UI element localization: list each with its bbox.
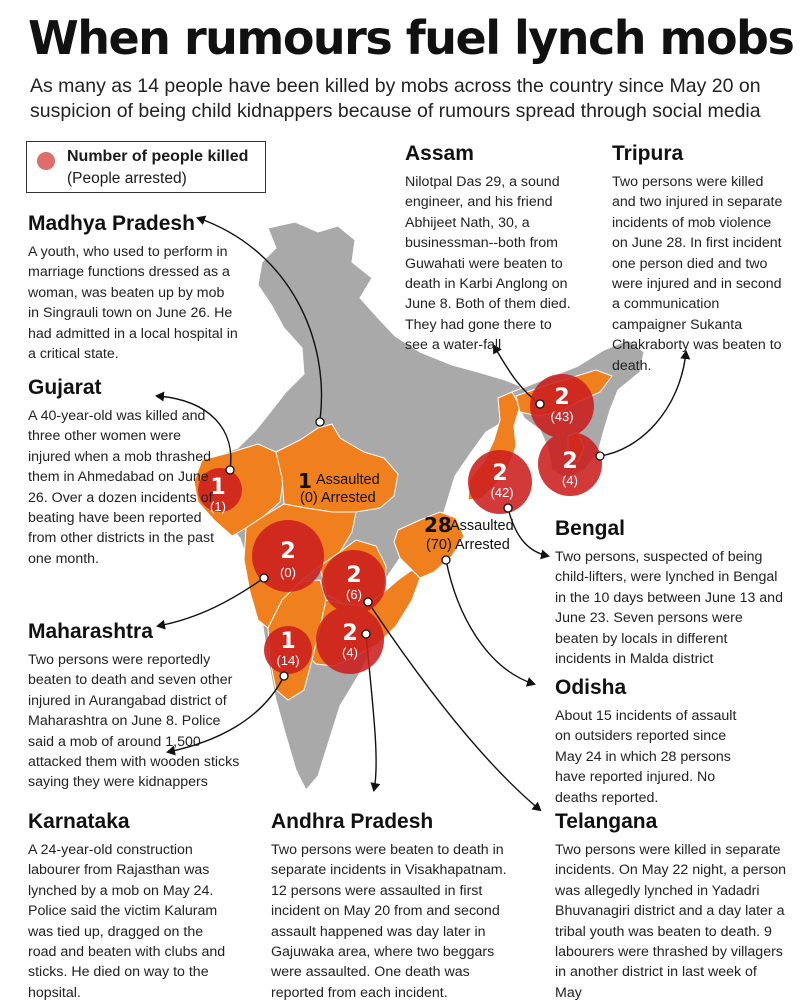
telangana-block — [555, 810, 787, 1003]
leader-line-telangana — [368, 602, 540, 810]
madhya-pradesh-block — [28, 212, 238, 364]
mp-arrested-label: (0) Arrested — [300, 490, 376, 506]
tripura-heading: Tripura — [612, 142, 684, 165]
bubble-assam-killed: 2 — [554, 385, 570, 410]
marker-dot-odisha — [442, 556, 450, 564]
bubble-gujarat-killed: 1 — [210, 475, 226, 500]
bubble-karnataka-arrested: (14) — [276, 653, 300, 668]
maharashtra-heading: Maharashtra — [28, 620, 153, 643]
bubble-karnataka-killed: 1 — [280, 629, 296, 654]
bubble-gujarat-arrested: (1) — [210, 499, 226, 514]
tripura-text: Two persons were killed and two injured in separate incidents of mob violence on June 28. In first incident one person died and two were injured and in second a communication campaigner Sukanta Chakraborty was beaten to death. — [612, 174, 783, 374]
bubble-tripura-killed: 2 — [562, 449, 578, 474]
bubble-andhra-killed: 2 — [342, 621, 358, 646]
odisha-heading: Odisha — [555, 676, 627, 699]
karnataka-text: A 24-year-old construction labourer from Rajasthan was lynched by a mob on May 24. Police said the victim Kaluram was tied up, dragged on the road and beaten with clubs and sticks. He died on way to the hopsital. — [28, 842, 226, 1001]
andhra-pradesh-block — [271, 810, 525, 1003]
page-subtitle: As many as 14 people have been killed by mobs across the country since May 20 on suspicion of being child kidnappers because of rumours spread through social media — [30, 75, 761, 122]
gujarat-heading: Gujarat — [28, 376, 102, 399]
karnataka-heading: Karnataka — [28, 810, 130, 833]
marker-dot-bengal — [504, 504, 512, 512]
bubble-bengal-arrested: (42) — [490, 485, 514, 500]
bengal-heading: Bengal — [555, 517, 626, 540]
assam-block — [405, 142, 577, 356]
karnataka-block — [28, 810, 234, 1003]
odisha-assault-count: 28 — [424, 513, 452, 537]
page-title: When rumours fuel lynch mobs — [28, 11, 794, 65]
bubble-maharashtra-killed: 2 — [280, 539, 296, 564]
tripura-block — [612, 142, 788, 376]
legend-killed-label: Number of people killed — [67, 148, 249, 165]
odisha-block — [555, 676, 755, 808]
mp-assault-count: 1 — [298, 469, 312, 493]
marker-dot-telangana — [364, 598, 372, 606]
madhya-pradesh-heading: Madhya Pradesh — [28, 212, 195, 235]
andhra-pradesh-text: Two persons were beaten to death in separate incidents in Visakhapatnam. 12 persons were assaulted in first incident on May 20 from and second assault happened was day later in Gajuwaka area, where two beggars were assaulted. One death was reported from each incident. — [271, 842, 507, 1001]
andhra-pradesh-heading: Andhra Pradesh — [271, 810, 434, 833]
marker-dot-andhra — [362, 630, 370, 638]
maharashtra-block — [28, 620, 240, 793]
odisha-assault-label: Assaulted — [450, 518, 514, 534]
bubble-andhra-arrested: (4) — [342, 645, 358, 660]
bubble-maharashtra-arrested: (0) — [280, 565, 296, 580]
leader-line-bengal — [508, 508, 548, 556]
bubble-tripura-arrested: (4) — [562, 473, 578, 488]
assam-text: Nilotpal Das 29, a sound engineer, and his friend Abhijeet Nath, 30, a businessman--both from Guwahati were beaten to death in Karbi Anglong on June 8. Both of them died. They had gone there to see a water-fall — [405, 174, 571, 354]
mp-assault-label: Assaulted — [316, 472, 380, 488]
odisha-text: About 15 incidents of assault on outsiders reported since May 24 in which 28 persons have reported injured. No deaths reported. — [555, 708, 737, 806]
assam-heading: Assam — [405, 142, 474, 165]
gujarat-block — [28, 376, 220, 569]
marker-dot-assam — [536, 400, 544, 408]
bengal-text: Two persons, suspected of being child-lifters, were lynched in Bengal in the 10 days between June 13 and June 23. Seven persons were beaten by locals in different incidents in Malda district — [555, 549, 783, 668]
marker-dot-mp — [316, 418, 324, 426]
legend-arrested-label: (People arrested) — [67, 170, 187, 187]
marker-dot-maharashtra — [260, 574, 268, 582]
bubble-bengal-killed: 2 — [492, 461, 508, 486]
marker-dot-karnataka — [280, 672, 288, 680]
bubble-telangana-arrested: (6) — [346, 587, 362, 602]
telangana-text: Two persons were killed in separate incidents. On May 22 night, a person was allegedly lynched in Yadadri Bhuvanagiri district and a day later a tribal youth was beaten to death. 9 labourers were thrashed by villagers in another district in last week of May — [555, 842, 787, 1001]
leader-line-odisha — [446, 560, 534, 684]
bubble-telangana-killed: 2 — [346, 563, 362, 588]
leader-line-maharashtra — [158, 578, 264, 626]
telangana-heading: Telangana — [555, 810, 658, 833]
gujarat-text: A 40-year-old was killed and three other women were injured when a mob thrashed them in Ahmedabad on June 26. Over a dozen incidents of beating have been reported from other districts in the past one month. — [28, 408, 215, 567]
madhya-pradesh-text: A youth, who used to perform in marriage functions dressed as a woman, was beaten up by mob in Singrauli town on June 26. He had admitted in a local hospital in a critical state. — [28, 244, 238, 363]
odisha-arrested-label: (70) Arrested — [426, 537, 510, 553]
marker-dot-gujarat — [226, 466, 234, 474]
maharashtra-text: Two persons were reportedly beaten to death and seven other injured in Aurangabad district of Maharashtra on June 8. Police said a mob of around 1,500 attacked them with wooden sticks saying they were kidnappers — [28, 652, 240, 791]
bengal-block — [555, 517, 787, 669]
bubble-assam-arrested: (43) — [550, 409, 574, 424]
marker-dot-tripura — [596, 452, 604, 460]
